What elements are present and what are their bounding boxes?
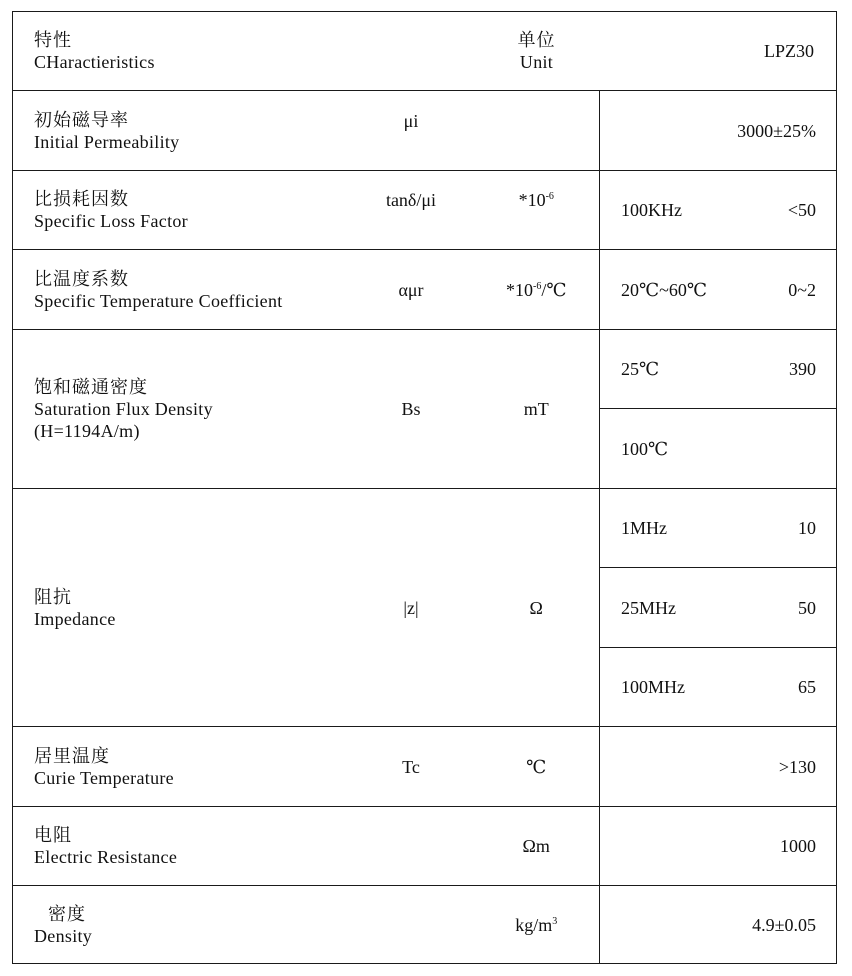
header-blank <box>349 12 474 91</box>
density-symbol <box>349 886 474 964</box>
loss-unit-text <box>519 190 554 210</box>
loss-unit-base: *10 <box>518 190 546 210</box>
curie-value <box>600 727 837 807</box>
permeability-name <box>13 91 349 171</box>
permeability-name-en: Initial Permeability <box>34 131 180 152</box>
header-row <box>13 12 837 91</box>
impedance-name-cn: 阻抗 <box>34 586 72 607</box>
saturation-item-1 <box>600 409 837 489</box>
impedance-value-2: 65 <box>798 677 816 697</box>
loss-condition: 100KHz <box>621 200 682 220</box>
header-unit-cn: 单位 <box>517 30 556 50</box>
row-loss <box>13 171 837 250</box>
loss-unit-exp: -6 <box>545 191 554 202</box>
temp-coeff-value-cell <box>600 250 837 330</box>
header-material-label: LPZ30 <box>763 41 814 61</box>
loss-value-cell <box>600 171 837 250</box>
curie-symbol <box>349 727 474 807</box>
saturation-symbol-text: Bs <box>401 399 421 419</box>
density-unit-exp: 3 <box>552 915 558 927</box>
material-spec-table <box>12 11 837 964</box>
row-impedance-1 <box>13 489 837 568</box>
density-name <box>13 886 349 964</box>
saturation-name <box>13 330 349 489</box>
impedance-item-2 <box>600 648 837 727</box>
saturation-condition-1: 100℃ <box>621 438 669 459</box>
saturation-name-en: Saturation Flux Density <box>34 399 213 419</box>
saturation-unit-text: mT <box>523 399 549 419</box>
row-saturation-1 <box>13 330 837 409</box>
row-curie <box>13 727 837 807</box>
temp-coeff-condition: 20℃~60℃ <box>621 279 708 300</box>
impedance-name <box>13 489 349 727</box>
curie-symbol-text: Tc <box>402 756 420 777</box>
density-name-en: Density <box>34 925 93 946</box>
impedance-item-0 <box>600 489 837 568</box>
density-name-cn: 密度 <box>48 903 86 924</box>
impedance-name-en: Impedance <box>34 608 116 629</box>
loss-name-en: Specific Loss Factor <box>34 211 188 231</box>
header-characteristics <box>13 12 349 91</box>
loss-symbol <box>349 171 474 250</box>
curie-unit <box>474 727 600 807</box>
permeability-unit <box>474 91 600 171</box>
loss-unit <box>474 171 600 250</box>
loss-value: <50 <box>787 200 816 220</box>
density-unit <box>474 886 600 964</box>
temp-coeff-unit-exp: -6 <box>533 280 542 292</box>
curie-unit-text: ℃ <box>526 756 547 777</box>
impedance-item-1 <box>600 568 837 648</box>
permeability-value-text: 3000±25% <box>737 120 816 141</box>
impedance-condition-1: 25MHz <box>621 597 676 618</box>
resistance-name-en: Electric Resistance <box>34 847 178 867</box>
impedance-unit <box>474 489 600 727</box>
impedance-value-0: 10 <box>798 518 816 538</box>
saturation-symbol <box>349 330 474 489</box>
impedance-value-1: 50 <box>798 597 816 618</box>
header-characteristics-cn: 特性 <box>34 30 72 50</box>
temp-coeff-name-en: Specific Temperature Coefficient <box>34 290 283 311</box>
header-unit <box>474 12 600 91</box>
curie-name <box>13 727 349 807</box>
permeability-symbol <box>349 91 474 171</box>
temp-coeff-unit <box>474 250 600 330</box>
loss-name-cn: 比损耗因数 <box>34 189 129 209</box>
header-material <box>600 12 837 91</box>
resistance-name <box>13 807 349 886</box>
impedance-unit-text: Ω <box>529 597 543 618</box>
impedance-condition-2: 100MHz <box>621 677 685 697</box>
temp-coeff-symbol <box>349 250 474 330</box>
temp-coeff-name-cn: 比温度系数 <box>34 268 129 289</box>
curie-name-en: Curie Temperature <box>34 767 174 788</box>
density-unit-base: kg/m <box>515 914 553 935</box>
impedance-symbol-text: |z| <box>403 597 419 618</box>
temp-coeff-name <box>13 250 349 330</box>
resistance-symbol <box>349 807 474 886</box>
temp-coeff-unit-tail: /℃ <box>541 279 567 300</box>
saturation-name-note: (H=1194A/m) <box>34 421 140 441</box>
density-value-text: 4.9±0.05 <box>752 914 816 935</box>
permeability-symbol-text: μi <box>403 110 419 131</box>
saturation-value-0: 390 <box>789 359 816 379</box>
resistance-value-text: 1000 <box>780 836 816 856</box>
density-value <box>600 886 837 964</box>
resistance-unit <box>474 807 600 886</box>
header-unit-en: Unit <box>519 52 554 72</box>
row-temp-coeff <box>13 250 837 330</box>
saturation-item-0 <box>600 330 837 409</box>
temp-coeff-unit-base: *10 <box>506 279 533 300</box>
saturation-condition-0: 25℃ <box>621 359 660 379</box>
loss-symbol-text: tanδ/μi <box>385 190 437 210</box>
temp-coeff-value: 0~2 <box>788 279 816 300</box>
resistance-value <box>600 807 837 886</box>
saturation-name-cn: 饱和磁通密度 <box>34 377 148 397</box>
permeability-name-cn: 初始磁导率 <box>34 109 129 130</box>
row-permeability <box>13 91 837 171</box>
temp-coeff-symbol-text: αμr <box>398 279 424 300</box>
saturation-unit <box>474 330 600 489</box>
resistance-name-cn: 电阻 <box>34 825 72 845</box>
impedance-condition-0: 1MHz <box>621 518 667 538</box>
permeability-value <box>600 91 837 171</box>
header-characteristics-en: CHaractieristics <box>34 52 155 72</box>
loss-name <box>13 171 349 250</box>
curie-value-text: >130 <box>778 756 816 777</box>
resistance-unit-text: Ωm <box>522 836 550 856</box>
impedance-symbol <box>349 489 474 727</box>
curie-name-cn: 居里温度 <box>34 745 110 766</box>
row-resistance <box>13 807 837 886</box>
row-density <box>13 886 837 964</box>
